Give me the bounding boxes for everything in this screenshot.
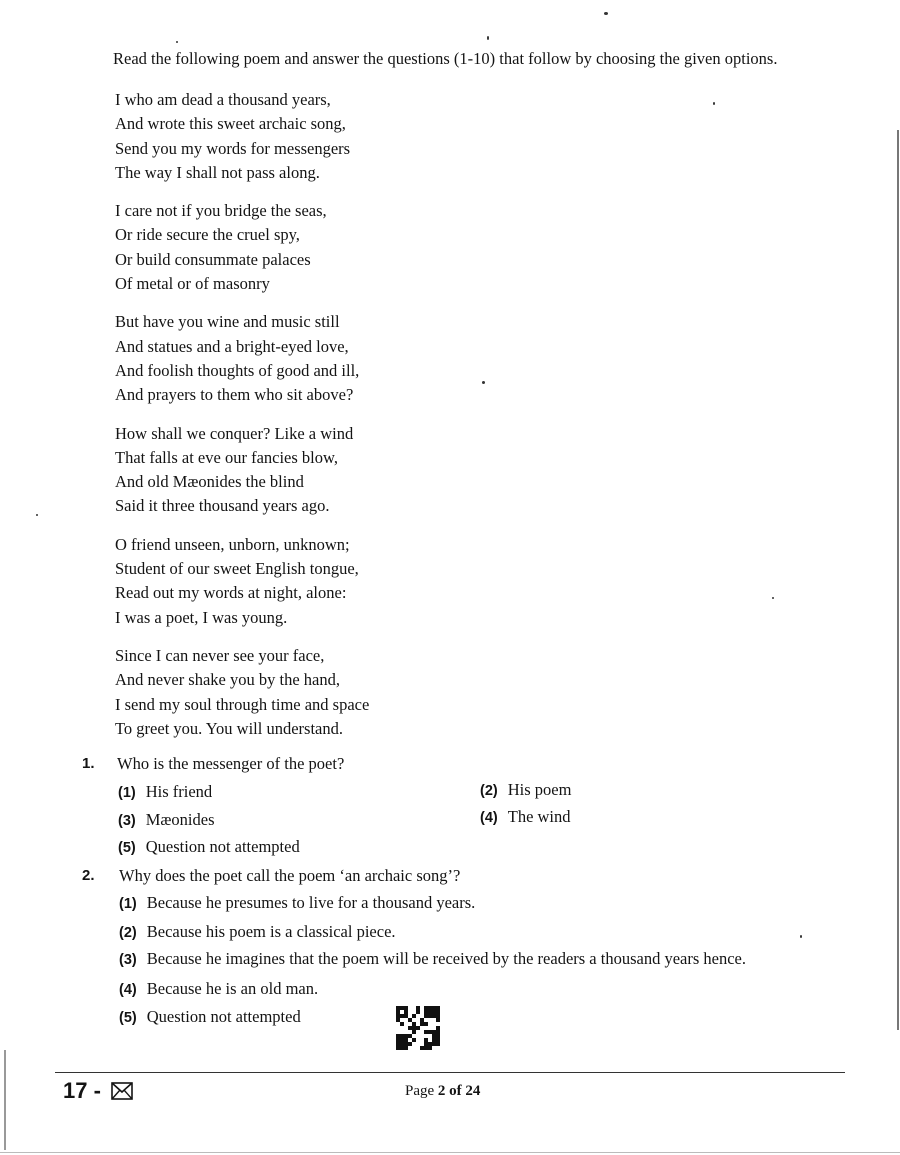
page-current: 2 xyxy=(437,1083,446,1099)
poem-stanza xyxy=(115,199,635,296)
poem-stanza xyxy=(115,88,635,185)
poem-stanza xyxy=(115,422,635,519)
poem-line: And statues and a bright-eyed love, xyxy=(115,336,349,356)
option-number: (2) xyxy=(480,783,498,799)
qr-code xyxy=(396,1006,440,1052)
poem-line: Read out my words at night, alone: xyxy=(115,583,347,603)
paper-code: 17 - xyxy=(63,1078,101,1103)
poem xyxy=(115,88,635,755)
option-number: (2) xyxy=(119,925,137,941)
question-number: 1. xyxy=(82,755,95,772)
page-of: of xyxy=(449,1083,462,1099)
poem-stanza xyxy=(115,533,635,630)
page-prefix: Page xyxy=(405,1083,435,1099)
option-text: Mæonides xyxy=(145,810,215,829)
poem-line: I care not if you bridge the seas, xyxy=(115,201,327,221)
option-text: His friend xyxy=(145,782,213,801)
poem-line: How shall we conquer? Like a wind xyxy=(115,423,354,443)
poem-line: Since I can never see your face, xyxy=(115,645,325,665)
poem-line: And old Mæonides the blind xyxy=(115,472,304,492)
question-text: Who is the messenger of the poet? xyxy=(117,754,345,773)
scan-speck xyxy=(176,41,178,43)
option-text: The wind xyxy=(507,807,571,826)
scan-speck xyxy=(487,36,489,40)
scan-speck xyxy=(713,102,715,105)
question-option[interactable] xyxy=(119,948,746,971)
poem-line: O friend unseen, unborn, unknown; xyxy=(115,534,350,554)
poem-line: Student of our sweet English tongue, xyxy=(115,559,359,579)
option-number: (5) xyxy=(118,840,136,856)
poem-line: To greet you. You will understand. xyxy=(115,718,343,738)
option-text: Because he presumes to live for a thousand years. xyxy=(146,893,476,912)
scan-speck xyxy=(604,12,608,15)
question-option[interactable] xyxy=(118,809,215,832)
instruction-text: Read the following poem and answer the questions (1-10) that follow by choosing the given options. xyxy=(113,49,778,68)
question-text: Why does the poet call the poem ‘an archaic song’? xyxy=(119,866,461,885)
scan-edge-left xyxy=(4,1050,6,1150)
poem-stanza xyxy=(115,644,635,741)
poem-line: Send you my words for messengers xyxy=(115,138,351,158)
question-option[interactable] xyxy=(480,779,571,802)
question-option[interactable] xyxy=(480,806,571,829)
qr-module xyxy=(436,1046,440,1050)
poem-line: But have you wine and music still xyxy=(115,312,340,332)
scan-edge-right xyxy=(897,130,899,1030)
question-option[interactable] xyxy=(119,1006,301,1029)
option-text: Question not attempted xyxy=(145,837,300,856)
question-option[interactable] xyxy=(118,836,300,859)
footer-divider xyxy=(55,1072,845,1073)
option-number: (4) xyxy=(480,810,498,826)
question-option[interactable] xyxy=(119,978,318,1001)
poem-line: And foolish thoughts of good and ill, xyxy=(115,360,360,380)
option-text: Because his poem is a classical piece. xyxy=(146,922,396,941)
question-option[interactable] xyxy=(119,892,475,915)
scan-speck xyxy=(772,597,774,599)
page-number xyxy=(405,1083,480,1100)
poem-line: And prayers to them who sit above? xyxy=(115,385,354,405)
poem-line: Said it three thousand years ago. xyxy=(115,496,330,516)
question-option[interactable] xyxy=(118,781,212,804)
poem-line: The way I shall not pass along. xyxy=(115,162,320,182)
poem-line: Or build consummate palaces xyxy=(115,249,311,269)
poem-line: I send my soul through time and space xyxy=(115,694,370,714)
option-text: Because he is an old man. xyxy=(146,979,319,998)
poem-line: Of metal or of masonry xyxy=(115,274,270,294)
poem-line: I who am dead a thousand years, xyxy=(115,90,331,109)
option-number: (1) xyxy=(119,896,137,912)
poem-line: And never shake you by the hand, xyxy=(115,670,340,690)
scan-speck xyxy=(36,514,38,516)
envelope-icon xyxy=(111,1082,133,1100)
poem-line: Or ride secure the cruel spy, xyxy=(115,225,300,245)
option-number: (4) xyxy=(119,982,137,998)
option-number: (3) xyxy=(118,813,136,829)
poem-line: I was a poet, I was young. xyxy=(115,607,288,627)
option-text: His poem xyxy=(507,780,572,799)
option-number: (1) xyxy=(118,785,136,801)
question-option[interactable] xyxy=(119,921,396,944)
page-total: 24 xyxy=(465,1083,481,1099)
poem-line: That falls at eve our fancies blow, xyxy=(115,447,338,467)
poem-line: And wrote this sweet archaic song, xyxy=(115,114,346,134)
scan-speck xyxy=(800,935,802,938)
option-number: (3) xyxy=(119,952,137,968)
question-number: 2. xyxy=(82,867,95,884)
scan-edge-bottom xyxy=(0,1152,900,1153)
option-text: Question not attempted xyxy=(146,1007,301,1026)
option-text: Because he imagines that the poem will be received by the readers a thousand years hence. xyxy=(146,949,746,968)
option-number: (5) xyxy=(119,1010,137,1026)
poem-stanza xyxy=(115,310,635,407)
